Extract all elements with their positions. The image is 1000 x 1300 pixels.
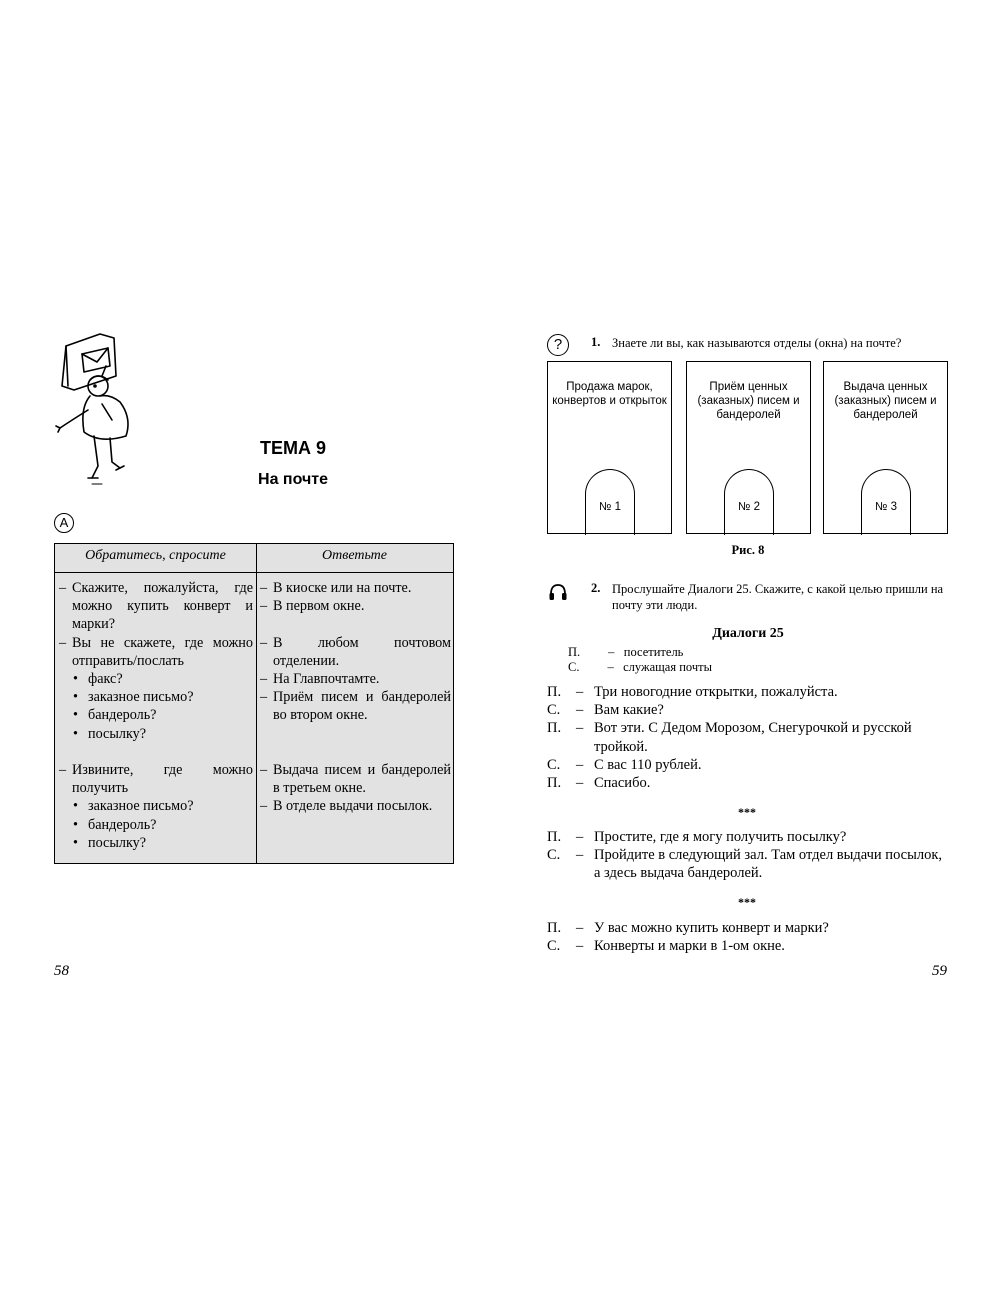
legend-line <box>568 660 712 675</box>
dialog-line <box>547 719 952 755</box>
post-window-number: № 2 <box>738 501 760 513</box>
table-header-divider <box>55 572 453 573</box>
answer-3: – В любом почтовом отделении. <box>260 634 451 670</box>
answer-6: – Выдача писем и бандеролей в третьем окне. <box>260 761 451 797</box>
post-window-number: № 3 <box>875 501 897 513</box>
answer-5: – Приём писем и бандеролей во втором окне. <box>260 688 451 724</box>
speaker: П. <box>547 920 562 936</box>
headphones-icon <box>548 582 568 602</box>
dialog-text: У вас можно купить конверт и марки? <box>594 920 829 936</box>
question-2-item: • заказное письмо? <box>59 688 253 706</box>
dash: – <box>576 720 584 737</box>
dialog-separator: *** <box>738 895 756 909</box>
question-3-item: • заказное письмо? <box>59 797 253 815</box>
question-3-item: • бандероль? <box>59 816 253 834</box>
dialog-line <box>547 701 952 719</box>
dash: – <box>576 756 584 773</box>
answer-2: – В первом окне. <box>260 597 451 615</box>
postman-illustration <box>52 328 138 486</box>
dialog-3 <box>547 919 952 955</box>
dialog-line <box>547 774 952 792</box>
dash: – <box>576 702 584 719</box>
speaker: П. <box>547 720 562 737</box>
phrase-table <box>54 543 454 864</box>
task-1-text: Знаете ли вы, как называются отделы (окна) на почте? <box>612 336 902 350</box>
post-window-number: № 1 <box>599 501 621 513</box>
post-window-label: Выдача ценных (заказных) писем и бандеролей <box>834 381 937 421</box>
speaker: П. <box>547 775 562 792</box>
dash: – <box>576 684 584 700</box>
speaker: С. <box>547 702 561 719</box>
dash: – <box>576 847 584 864</box>
dialog-line <box>547 937 952 955</box>
questions-column <box>59 579 253 852</box>
legend-abbr: П. <box>568 645 581 659</box>
question-3-item: • посылку? <box>59 834 253 852</box>
table-column-divider <box>256 544 257 863</box>
question-2-item: • посылку? <box>59 725 253 743</box>
table-header-ask: Обратитесь, спросите <box>85 548 226 563</box>
post-window-label: Продажа марок, конвертов и открыток <box>552 381 667 407</box>
speaker: С. <box>547 938 561 955</box>
dash: – <box>576 829 584 845</box>
legend-abbr: С. <box>568 660 580 674</box>
topic-subtitle: На почте <box>258 471 328 488</box>
question-3: – Извините, где можно получить <box>59 761 253 797</box>
dialog-1 <box>547 683 952 792</box>
legend-meaning: посетитель <box>623 645 684 659</box>
dialog-text: Три новогодние открытки, пожалуйста. <box>594 684 838 700</box>
dash: – <box>576 920 584 936</box>
speaker: С. <box>547 756 561 773</box>
dialog-line <box>547 846 952 882</box>
dialog-2 <box>547 828 952 883</box>
answer-1: – В киоске или на почте. <box>260 579 451 597</box>
dialog-line <box>547 919 952 937</box>
dash: – <box>576 938 584 955</box>
dialog-text: Конверты и марки в 1-ом окне. <box>594 938 785 955</box>
dialog-text: С вас 110 рублей. <box>594 756 702 773</box>
dialog-text: Спасибо. <box>594 775 651 792</box>
dash: – <box>576 775 584 792</box>
question-2-item: • бандероль? <box>59 706 253 724</box>
answer-7: – В отделе выдачи посылок. <box>260 797 451 815</box>
dialog-separator: *** <box>738 805 756 819</box>
window-arch <box>724 469 774 535</box>
page-number-right: 59 <box>932 963 947 979</box>
dialog-line <box>547 683 952 701</box>
task-2-number: 2. <box>591 581 601 595</box>
page-number-left: 58 <box>54 963 69 979</box>
legend-meaning: служащая почты <box>623 660 712 674</box>
window-arch <box>861 469 911 535</box>
window-arch <box>585 469 635 535</box>
post-window-2 <box>686 361 811 534</box>
topic-title: ТЕМА 9 <box>259 438 326 458</box>
answer-4: – На Главпочтамте. <box>260 670 451 688</box>
answers-column <box>260 579 451 816</box>
post-window-1 <box>547 361 672 534</box>
dialog-line <box>547 756 952 774</box>
section-marker-a: A <box>54 513 74 533</box>
legend-line <box>568 645 683 660</box>
legend-dash: – <box>608 645 615 659</box>
question-marker-icon: ? <box>547 334 569 356</box>
dialog-text: Простите, где я могу получить посылку? <box>594 829 847 845</box>
task-1-number: 1. <box>591 335 601 349</box>
post-window-label: Приём ценных (заказных) писем и бандеролей <box>697 381 800 421</box>
question-2: – Вы не скажете, где можно отправить/послать <box>59 634 253 670</box>
table-header-answer: Ответьте <box>322 548 387 563</box>
speaker: С. <box>547 847 561 864</box>
question-1: – Скажите, пожалуйста, где можно купить конверт и марки? <box>59 579 253 634</box>
dialog-text: Вам какие? <box>594 702 664 719</box>
speaker: П. <box>547 684 562 700</box>
dialog-text: Вот эти. С Дедом Морозом, Снегурочкой и русской тройкой. <box>594 720 912 755</box>
legend-dash: – <box>607 660 614 674</box>
figure-caption: Рис. 8 <box>731 543 765 557</box>
dialogs-title: Диалоги 25 <box>712 626 784 641</box>
question-2-item: • факс? <box>59 670 253 688</box>
dialog-text: Пройдите в следующий зал. Там отдел выдачи посылок, а здесь выдача бандеролей. <box>594 847 943 882</box>
dialog-line <box>547 828 952 846</box>
speaker: П. <box>547 829 562 845</box>
post-window-3 <box>823 361 948 534</box>
task-2-text: Прослушайте Диалоги 25. Скажите, с какой целью пришли на почту эти люди. <box>612 582 944 612</box>
